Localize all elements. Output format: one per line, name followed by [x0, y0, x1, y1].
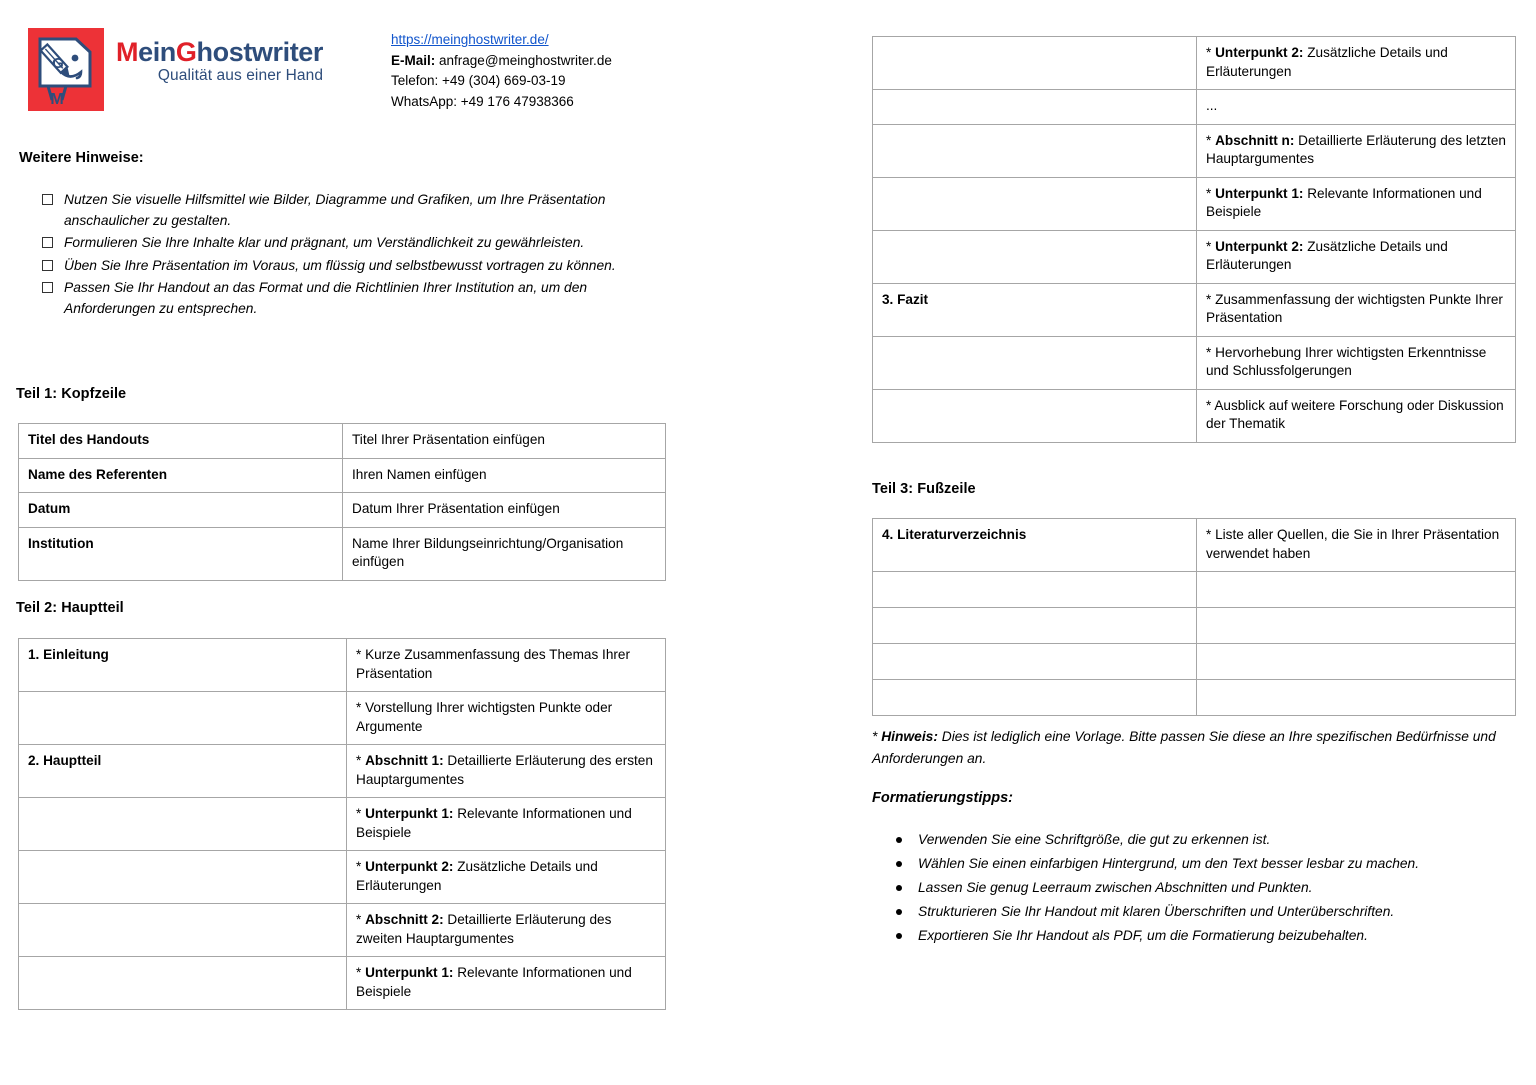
- teil2-value-text: * Vorstellung Ihrer wichtigsten Punkte oder Argumente: [356, 700, 613, 734]
- hinweise-heading: Weitere Hinweise:: [19, 150, 144, 166]
- ghostwriter-face-icon: [28, 28, 104, 111]
- list-item: [888, 828, 1528, 852]
- teil2-key: [19, 957, 347, 1010]
- checklist-item[interactable]: [38, 190, 678, 231]
- checklist-item-label: Passen Sie Ihr Handout an das Format und die Richtlinien Ihrer Institution an, um den Anforderungen zu entsprechen.: [64, 280, 588, 316]
- teil2-key: [19, 798, 347, 851]
- teil1-key: Datum: [19, 493, 343, 528]
- logo-artwork: [28, 28, 104, 111]
- teil3-value: [1197, 680, 1516, 716]
- checklist-item-label: Formulieren Sie Ihre Inhalte klar und prägnant, um Verständlichkeit zu gewährleisten.: [64, 235, 585, 250]
- brand-name: [116, 38, 323, 66]
- teil2c-key: [873, 389, 1197, 442]
- document-header: [0, 8, 760, 128]
- checkbox-icon[interactable]: [42, 282, 53, 293]
- list-item-label: Lassen Sie genug Leerraum zwischen Abschnitten und Punkten.: [918, 880, 1313, 895]
- teil2-table: [18, 638, 666, 1010]
- teil2-value: * Abschnitt 1: Detaillierte Erläuterung des ersten Hauptargumentes: [347, 745, 666, 798]
- teil2-key: 2. Hauptteil: [19, 745, 347, 798]
- teil1-key: Name des Referenten: [19, 458, 343, 493]
- teil2c-key: [873, 230, 1197, 283]
- list-item: [888, 924, 1528, 948]
- table-row: [873, 90, 1516, 125]
- teil2-key: [19, 692, 347, 745]
- table-row: [873, 680, 1516, 716]
- teil2c-value-bold: Abschnitt n:: [1215, 132, 1295, 148]
- bullet-icon: [896, 837, 902, 843]
- teil2-value-text: * Kurze Zusammenfassung des Themas Ihrer Präsentation: [356, 647, 631, 681]
- whatsapp-line: WhatsApp: +49 176 47938366: [391, 93, 574, 109]
- teil2c-value: * Hervorhebung Ihrer wichtigsten Erkenntnisse und Schlussfolgerungen: [1197, 336, 1516, 389]
- checkbox-icon[interactable]: [42, 260, 53, 271]
- teil2c-key: [873, 37, 1197, 90]
- teil1-key: Institution: [19, 527, 343, 580]
- table-row: [873, 389, 1516, 442]
- teil2-continued-table: [872, 36, 1516, 443]
- table-row: [873, 336, 1516, 389]
- table-row: [19, 851, 666, 904]
- template-note: [872, 726, 1512, 770]
- table-row: [873, 572, 1516, 608]
- teil2-value-bold: Abschnitt 1:: [365, 753, 444, 768]
- teil2c-value: * Ausblick auf weitere Forschung oder Diskussion der Thematik: [1197, 389, 1516, 442]
- teil3-key: [873, 680, 1197, 716]
- teil1-heading: Teil 1: Kopfzeile: [16, 386, 127, 402]
- brand-name-g: G: [175, 37, 197, 67]
- teil2-value-text: Detaillierte Erläuterung des zweiten Hauptargumentes: [356, 912, 612, 946]
- teil2c-value: * Zusammenfassung der wichtigsten Punkte Ihrer Präsentation: [1197, 283, 1516, 336]
- checkbox-icon[interactable]: [42, 194, 53, 205]
- brand-name-hostwriter: hostwriter: [196, 37, 324, 67]
- teil2c-value-text: Relevante Informationen und Beispiele: [1206, 185, 1482, 219]
- website-url[interactable]: https://meinghostwriter.de/: [391, 32, 549, 47]
- bullet-icon: [896, 861, 902, 867]
- teil2-key: 1. Einleitung: [19, 639, 347, 692]
- bullet-icon: [896, 933, 902, 939]
- teil2c-value-text: Zusätzliche Details und Erläuterungen: [1206, 45, 1448, 79]
- table-row: [873, 283, 1516, 336]
- teil2c-value: ...: [1197, 90, 1516, 125]
- teil2c-value: * Unterpunkt 2: Zusätzliche Details und Erläuterungen: [1197, 230, 1516, 283]
- table-row: [873, 519, 1516, 572]
- teil3-value: * Liste aller Quellen, die Sie in Ihrer Präsentation verwendet haben: [1197, 519, 1516, 572]
- teil2-value: [347, 639, 666, 692]
- right-column: [760, 0, 1536, 1085]
- teil1-value: Titel Ihrer Präsentation einfügen: [343, 424, 666, 459]
- teil2c-key: [873, 336, 1197, 389]
- note-label: Hinweis:: [881, 729, 938, 744]
- table-row: [19, 424, 666, 459]
- table-row: [19, 745, 666, 798]
- list-item-label: Verwenden Sie eine Schriftgröße, die gut zu erkennen ist.: [918, 832, 1271, 847]
- teil2-value-text: Zusätzliche Details und Erläuterungen: [356, 859, 598, 893]
- table-row: [873, 230, 1516, 283]
- email-line: [391, 51, 612, 72]
- svg-text:G: G: [52, 55, 64, 72]
- svg-text:M: M: [50, 91, 64, 108]
- formatierungstipps-heading: Formatierungstipps:: [872, 790, 1013, 806]
- table-row: [873, 37, 1516, 90]
- table-row: [19, 493, 666, 528]
- bullet-icon: [896, 885, 902, 891]
- teil2c-value-bold: Unterpunkt 2:: [1215, 45, 1304, 60]
- note-text: Dies ist lediglich eine Vorlage. Bitte passen Sie diese an Ihre spezifischen Bedürfnisse und Anforderungen an.: [872, 729, 1496, 766]
- teil3-key: [873, 644, 1197, 680]
- teil1-table: [18, 423, 666, 581]
- list-item: [888, 852, 1528, 876]
- left-column: [0, 0, 760, 1085]
- table-row: [873, 124, 1516, 177]
- teil2-heading: Teil 2: Hauptteil: [16, 600, 124, 616]
- teil1-key: Titel des Handouts: [19, 424, 343, 459]
- phone-line: Telefon: +49 (304) 669-03-19: [391, 73, 566, 88]
- teil2c-value-text: Zusätzliche Details und Erläuterungen: [1206, 238, 1448, 272]
- teil2-value-bold: Unterpunkt 1:: [365, 806, 454, 821]
- teil3-table: [872, 518, 1516, 716]
- table-row: [873, 177, 1516, 230]
- list-item: [888, 900, 1528, 924]
- checklist-item-label: Nutzen Sie visuelle Hilfsmittel wie Bilder, Diagramme und Grafiken, um Ihre Präsentation anschaulicher zu gestalten.: [64, 192, 606, 228]
- email-value: anfrage@meinghostwriter.de: [439, 52, 612, 68]
- teil3-key: 4. Literaturverzeichnis: [873, 519, 1197, 572]
- brand-tagline: Qualität aus einer Hand: [157, 67, 324, 85]
- list-item-label: Wählen Sie einen einfarbigen Hintergrund, um den Text besser lesbar zu machen.: [918, 856, 1420, 871]
- checklist-item-label: Üben Sie Ihre Präsentation im Voraus, um flüssig und selbstbewusst vortragen zu können.: [64, 257, 616, 273]
- table-row: [19, 692, 666, 745]
- note-prefix: *: [872, 729, 882, 744]
- teil3-heading: Teil 3: Fußzeile: [872, 481, 976, 497]
- brand-logo: [28, 28, 323, 111]
- teil2-value: * Abschnitt 2: Detaillierte Erläuterung des zweiten Hauptargumentes: [347, 904, 666, 957]
- table-row: [19, 639, 666, 692]
- email-label: E-Mail:: [391, 52, 436, 68]
- checklist-item[interactable]: [38, 278, 678, 319]
- teil2-value: * Unterpunkt 2: Zusätzliche Details und Erläuterungen: [347, 851, 666, 904]
- teil2-value: [347, 692, 666, 745]
- table-row: [19, 957, 666, 1010]
- table-row: [19, 527, 666, 580]
- teil2c-key: [873, 177, 1197, 230]
- teil3-value: [1197, 644, 1516, 680]
- teil2-value-bold: Unterpunkt 2:: [365, 859, 454, 874]
- list-item-label: Strukturieren Sie Ihr Handout mit klaren Überschriften und Unterüberschriften.: [918, 904, 1395, 919]
- teil2c-value: * Unterpunkt 1: Relevante Informationen und Beispiele: [1197, 177, 1516, 230]
- teil3-key: [873, 572, 1197, 608]
- teil2-value: * Unterpunkt 1: Relevante Informationen und Beispiele: [347, 957, 666, 1010]
- teil2c-value-text: Detaillierte Erläuterung des letzten Hauptargumentes: [1206, 132, 1506, 166]
- table-row: [873, 608, 1516, 644]
- teil2-value-text: Detaillierte Erläuterung des ersten Hauptargumentes: [356, 753, 653, 787]
- website-link[interactable]: [391, 30, 612, 51]
- formatierungstipps-list: [888, 828, 1528, 948]
- teil2c-key: [873, 90, 1197, 125]
- brand-name-ein: ein: [138, 37, 176, 67]
- teil3-value: [1197, 608, 1516, 644]
- teil2-value: * Unterpunkt 1: Relevante Informationen und Beispiele: [347, 798, 666, 851]
- teil2c-value: * Abschnitt n: Detaillierte Erläuterung des letzten Hauptargumentes: [1197, 124, 1516, 177]
- teil1-value: Ihren Namen einfügen: [343, 458, 666, 493]
- list-item: [888, 876, 1528, 900]
- table-row: [19, 798, 666, 851]
- teil3-key: [873, 608, 1197, 644]
- teil2c-key: [873, 124, 1197, 177]
- checklist-item[interactable]: [38, 233, 678, 254]
- hinweise-checklist: [38, 190, 678, 321]
- teil1-value: Name Ihrer Bildungseinrichtung/Organisation einfügen: [343, 527, 666, 580]
- teil2-value-text: Relevante Informationen und Beispiele: [356, 965, 632, 999]
- contact-block: [391, 30, 612, 112]
- table-row: [19, 904, 666, 957]
- table-row: [19, 458, 666, 493]
- teil2-key: [19, 904, 347, 957]
- teil2c-value: * Unterpunkt 2: Zusätzliche Details und Erläuterungen: [1197, 37, 1516, 90]
- brand-wordmark: [116, 38, 323, 85]
- teil2c-value-bold: Unterpunkt 2:: [1215, 238, 1304, 254]
- checklist-item[interactable]: [38, 256, 678, 277]
- teil3-value: [1197, 572, 1516, 608]
- list-item-label: Exportieren Sie Ihr Handout als PDF, um die Formatierung beizubehalten.: [918, 928, 1368, 943]
- bullet-icon: [896, 909, 902, 915]
- brand-name-m: M: [116, 37, 139, 67]
- teil2-value-text: Relevante Informationen und Beispiele: [356, 806, 632, 840]
- teil2c-key: 3. Fazit: [873, 283, 1197, 336]
- table-row: [873, 644, 1516, 680]
- checkbox-icon[interactable]: [42, 237, 53, 248]
- teil2c-value-bold: Unterpunkt 1:: [1215, 185, 1304, 201]
- teil1-value: Datum Ihrer Präsentation einfügen: [343, 493, 666, 528]
- teil2-value-bold: Abschnitt 2:: [365, 912, 444, 927]
- teil2-value-bold: Unterpunkt 1:: [365, 965, 454, 980]
- teil2-key: [19, 851, 347, 904]
